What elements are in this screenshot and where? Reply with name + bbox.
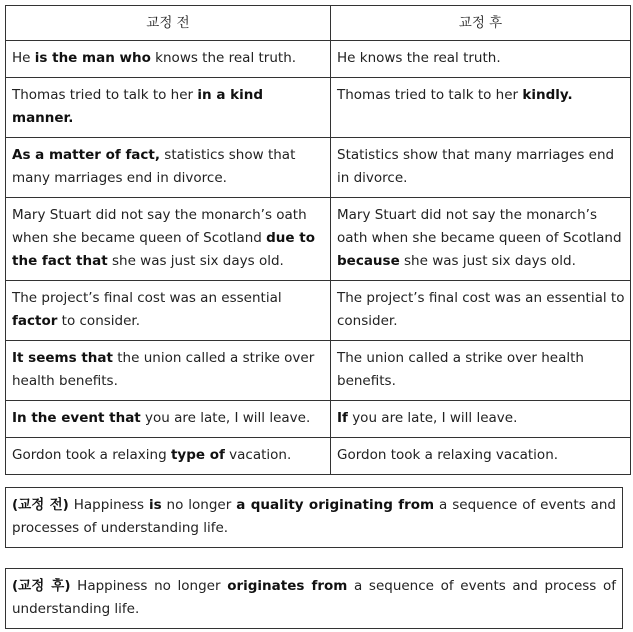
table-row (6, 78, 631, 138)
text-segment: she was just six days old. (399, 253, 576, 269)
bold-phrase: originates from (227, 578, 348, 594)
text-segment: The union called a strike over health benefits. (337, 350, 584, 389)
text-segment: you are late, I will leave. (347, 410, 518, 426)
header-before: 교정 전 (6, 6, 331, 41)
note-before-box (5, 487, 623, 548)
bold-phrase: a quality originating from (236, 497, 435, 513)
text-segment: The project’s final cost was an essential to consider. (337, 290, 625, 329)
bold-phrase: is the man who (34, 50, 151, 66)
cell-after (331, 138, 631, 198)
table-header-row (6, 6, 631, 41)
cell-before (6, 41, 331, 78)
text-segment: Thomas tried to talk to her (337, 87, 523, 103)
text-segment: vacation. (224, 447, 292, 463)
table-row (6, 138, 631, 198)
table-row (6, 41, 631, 78)
text-segment: knows the real truth. (150, 50, 297, 66)
bold-phrase: (교정 후) (12, 578, 71, 594)
text-segment: you are late, I will leave. (140, 410, 311, 426)
text-segment: Mary Stuart did not say the monarch’s oath when she became queen of Scotland (337, 207, 622, 246)
text-segment: a sequence of events and process of understanding life. (12, 578, 617, 617)
table-row (6, 438, 631, 475)
text-segment: Mary Stuart did not say the monarch’s oath when she became queen of Scotland (12, 207, 307, 246)
text-segment: Gordon took a relaxing vacation. (337, 447, 559, 463)
text-segment: Gordon took a relaxing (12, 447, 171, 463)
correction-table (5, 5, 631, 475)
text-segment: He knows the real truth. (337, 50, 501, 66)
cell-after (331, 341, 631, 401)
table-row (6, 341, 631, 401)
cell-before (6, 138, 331, 198)
text-segment: statistics show that many marriages end in divorce. (12, 147, 296, 186)
cell-after (331, 401, 631, 438)
text-segment: no longer (161, 497, 237, 513)
bold-phrase: in a kind manner. (12, 87, 264, 126)
cell-before (6, 341, 331, 401)
text-segment: the union called a strike over health benefits. (12, 350, 315, 389)
cell-after (331, 41, 631, 78)
text-segment: Statistics show that many marriages end in divorce. (337, 147, 615, 186)
bold-phrase: type of (170, 447, 225, 463)
text-segment: The project’s final cost was an essential (12, 290, 282, 306)
text-segment: Thomas tried to talk to her (12, 87, 198, 103)
table-body (6, 41, 631, 475)
text-segment: a sequence of events and processes of understanding life. (12, 497, 616, 536)
bold-phrase: due to the fact that (12, 230, 315, 269)
bold-phrase: factor (12, 313, 58, 329)
cell-before (6, 438, 331, 475)
cell-after (331, 78, 631, 138)
text-segment: Happiness (68, 497, 149, 513)
bold-phrase: If (337, 410, 348, 426)
table-row (6, 198, 631, 281)
text-segment: He (12, 50, 35, 66)
bold-phrase: (교정 전) (12, 497, 69, 513)
bold-phrase: In the event that (12, 410, 141, 426)
note-after-box (5, 568, 623, 629)
header-after: 교정 후 (331, 6, 631, 41)
bold-phrase: kindly. (522, 87, 573, 103)
bold-phrase: It seems that (12, 350, 113, 366)
bold-phrase: As a matter of fact, (12, 147, 161, 163)
bold-phrase: because (337, 253, 400, 269)
table-row (6, 281, 631, 341)
bold-phrase: is (148, 497, 162, 513)
cell-before (6, 401, 331, 438)
text-segment: to consider. (57, 313, 141, 329)
table-row (6, 401, 631, 438)
cell-before (6, 78, 331, 138)
cell-before (6, 198, 331, 281)
cell-before (6, 281, 331, 341)
cell-after (331, 198, 631, 281)
cell-after (331, 438, 631, 475)
cell-after (331, 281, 631, 341)
text-segment: Happiness no longer (70, 578, 228, 594)
text-segment: she was just six days old. (107, 253, 284, 269)
